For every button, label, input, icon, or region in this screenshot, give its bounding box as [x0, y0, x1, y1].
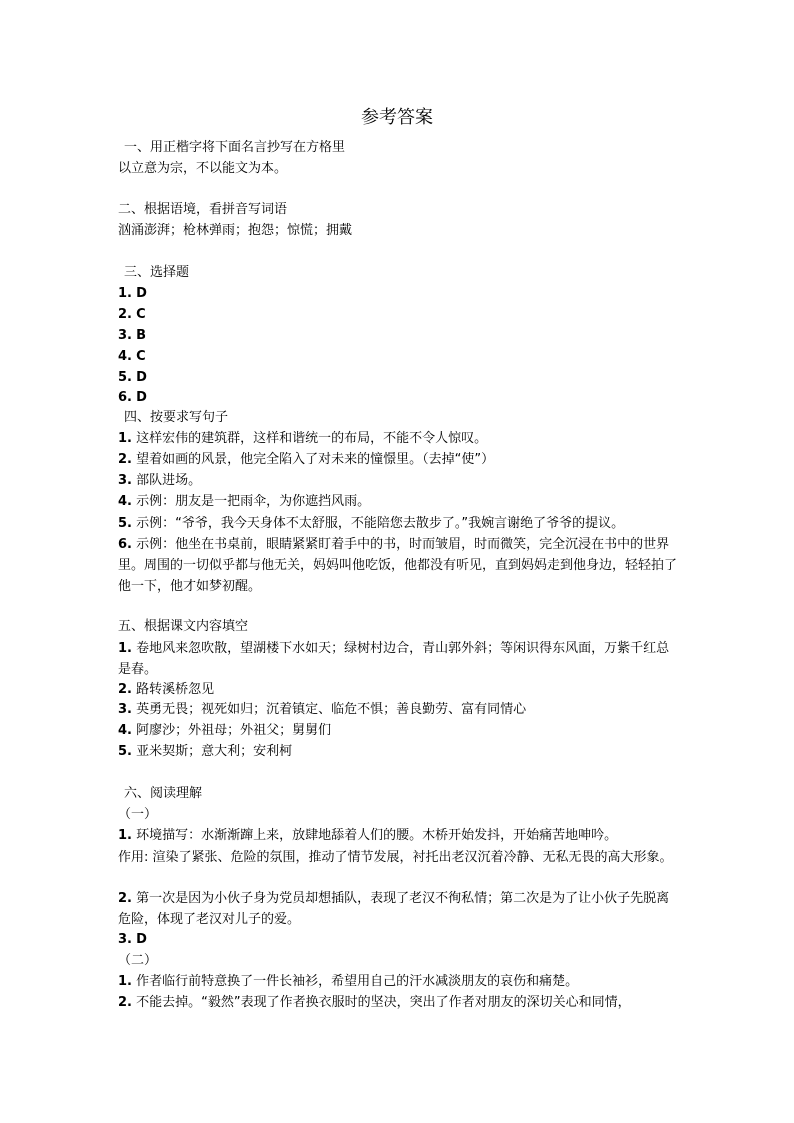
section-1-heading: 一、用正楷字将下面名言抄写在方格里	[124, 140, 346, 155]
sentence-item: 6. 示例：他坐在书桌前，眼睛紧紧盯着手中的书，时而皱眉，时而微笑，完全沉浸在书中的世界里。周围的一切似乎都与他无关，妈妈叫他吃饭，他都没有听见，直到妈妈走到他身边，轻轻拍了他一下，他才如梦初醒。	[118, 537, 678, 594]
fill-item: 4. 阿廖沙；外祖母；外祖父；舅舅们	[118, 723, 332, 738]
sentence-item: 4. 示例：朋友是一把雨伞，为你遮挡风雨。	[118, 494, 371, 509]
sentence-item: 5. 示例：“爷爷，我今天身体不太舒服，不能陪您去散步了。”我婉言谢绝了爷爷的提议。	[118, 516, 625, 531]
sentence-item: 1. 这样宏伟的建筑群，这样和谐统一的布局，不能不令人惊叹。	[118, 431, 488, 446]
section-5-heading: 五、根据课文内容填空	[118, 619, 249, 634]
choice-item: 5. D	[118, 370, 147, 385]
page-title: 参考答案	[361, 107, 433, 128]
section-3-heading: 三、选择题	[124, 265, 190, 280]
reading-part-1-label: （一）	[118, 807, 158, 822]
reading-item: 1. 作者临行前特意换了一件长袖衫，希望用自己的汗水减淡朋友的哀伤和痛楚。	[118, 974, 579, 989]
section-2-heading: 二、根据语境，看拼音写词语	[118, 202, 288, 217]
choice-item: 2. C	[118, 307, 146, 322]
reading-item: 2. 不能去掉。“毅然”表现了作者换衣服时的坚决，突出了作者对朋友的深切关心和同情，	[118, 995, 631, 1010]
reading-part-2-label: （二）	[118, 953, 158, 968]
choice-item: 4. C	[118, 349, 146, 364]
reading-item: 1. 环境描写：水渐渐蹿上来，放肆地舔着人们的腰。木桥开始发抖，开始痛苦地呻吟。	[118, 828, 618, 843]
sentence-item: 3. 部队进场。	[118, 473, 202, 488]
section-1-answer: 以立意为宗，不以能文为本。	[118, 161, 288, 176]
fill-item: 1. 卷地风来忽吹散，望湖楼下水如天；绿树村边合，青山郭外斜；等闲识得东风面，万紫千红总是春。	[118, 641, 670, 677]
choice-item: 3. B	[118, 328, 147, 343]
section-6-heading: 六、阅读理解	[124, 786, 203, 801]
section-4-heading: 四、按要求写句子	[124, 410, 229, 425]
choice-item: 6. D	[118, 390, 147, 405]
section-2-answer: 汹涌澎湃；枪林弹雨；抱怨；惊慌；拥戴	[118, 223, 353, 238]
reading-item: 2. 第一次是因为小伙子身为党员却想插队，表现了老汉不徇私情；第二次是为了让小伙子先脱离危险，体现了老汉对儿子的爱。	[118, 891, 670, 927]
fill-item: 3. 英勇无畏；视死如归；沉着镇定、临危不惧；善良勤劳、富有同情心	[118, 702, 527, 717]
sentence-item: 2. 望着如画的风景，他完全陷入了对未来的憧憬里。（去掉“使”）	[118, 452, 495, 467]
choice-item: 1. D	[118, 286, 147, 301]
reading-item: 作用: 渲染了紧张、危险的氛围，推动了情节发展，衬托出老汉沉着冷静、无私无畏的高大形象。	[118, 850, 673, 865]
fill-item: 5. 亚米契斯；意大利；安利柯	[118, 744, 293, 759]
fill-item: 2. 路转溪桥忽见	[118, 682, 215, 697]
reading-item: 3. D	[118, 932, 147, 947]
